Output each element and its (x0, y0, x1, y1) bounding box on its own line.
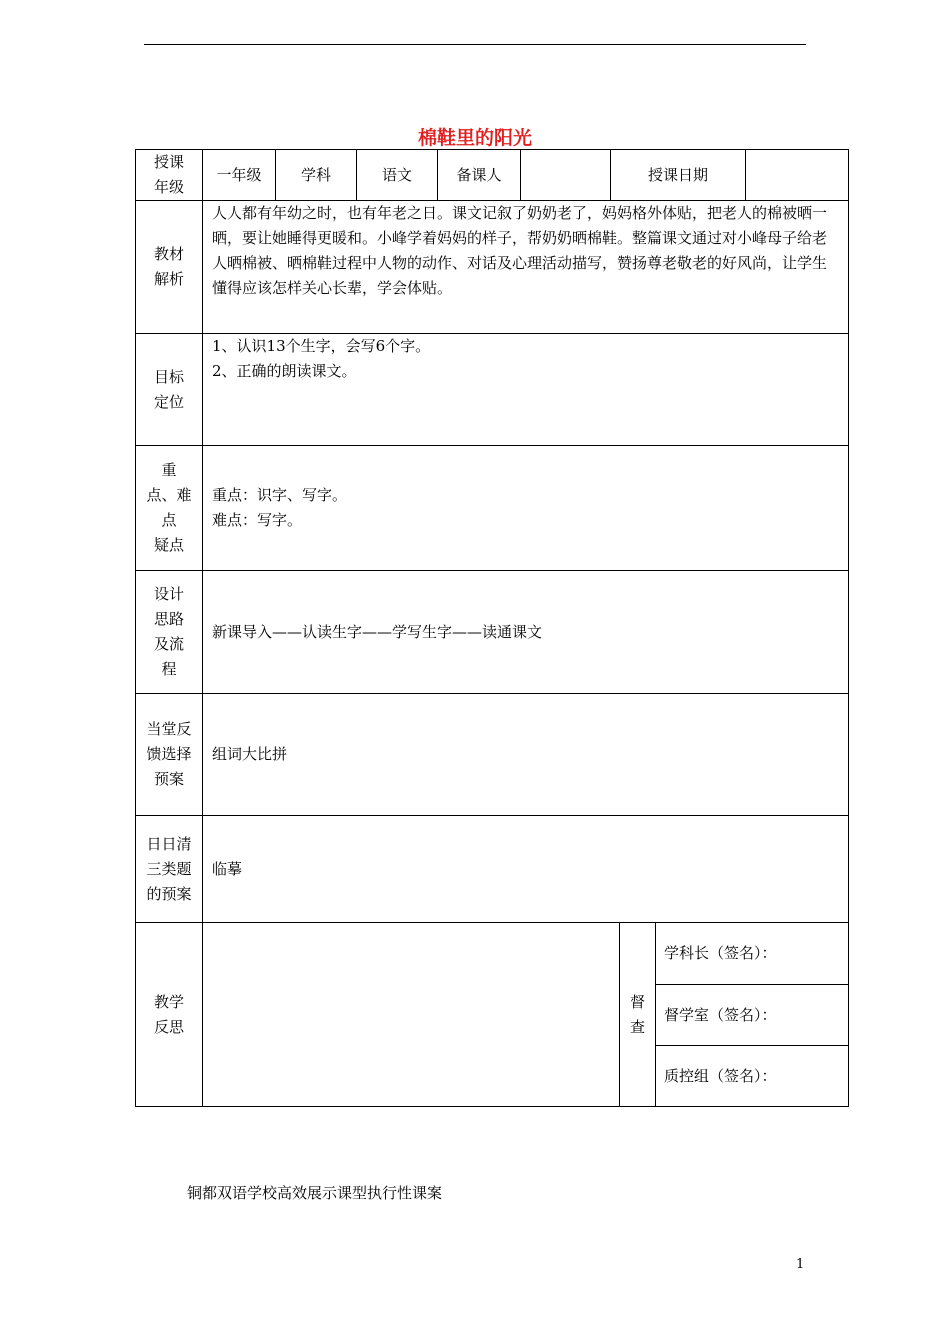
objectives-label: 目标 定位 (136, 334, 203, 446)
preparer-label: 备课人 (438, 150, 521, 201)
design-row (136, 571, 849, 694)
signature-quality-control: 质控组（签名）： (656, 1046, 849, 1107)
header-rule (144, 44, 806, 45)
signature-supervision-office: 督学室（签名）： (656, 985, 849, 1046)
header-row (136, 150, 849, 201)
feedback-row (136, 694, 849, 816)
daily-row (136, 816, 849, 923)
objectives-row (136, 334, 849, 446)
daily-label: 日日清 三类题 的预案 (136, 816, 203, 923)
supervise-label: 督 查 (620, 923, 656, 1107)
feedback-content: 组词大比拼 (203, 694, 849, 816)
subject-label: 学科 (276, 150, 357, 201)
page-number: 1 (796, 1257, 805, 1272)
footer-text: 铜都双语学校高效展示课型执行性课案 (187, 1184, 443, 1202)
date-value (746, 150, 849, 201)
objectives-content (203, 334, 849, 446)
key-points-content (203, 446, 849, 571)
subject-value: 语文 (357, 150, 438, 201)
reflection-content (203, 923, 620, 1107)
textbook-analysis-label: 教材 解析 (136, 201, 203, 334)
lesson-plan-table (135, 149, 849, 1107)
grade-label: 授课 年级 (136, 150, 203, 201)
key-points-label: 重 点、难 点 疑点 (136, 446, 203, 571)
document-title: 棉鞋里的阳光 (417, 127, 532, 149)
objective-item: 2、正确的朗读课文。 (212, 362, 357, 380)
textbook-analysis-content: 人人都有年幼之时，也有年老之日。课文记叙了奶奶老了，妈妈格外体贴，把老人的棉被晒一晒，要让她睡得更暖和。小峰学着妈妈的样子，帮奶奶晒棉鞋。整篇课文通过对小峰母子给老人晒棉被、晒棉鞋过程中人物的动作、对话及心理活动描写，赞扬尊老敬老的好风尚，让学生懂得应该怎样关心长辈，学会体贴。 (203, 201, 849, 334)
signature-subject-head: 学科长（签名）： (656, 923, 849, 985)
key-point-focus: 重点：识字、写字。 (212, 486, 348, 504)
preparer-value (521, 150, 611, 201)
key-point-difficulty: 难点：写字。 (212, 511, 303, 529)
objective-item: 1、认识13个生字，会写6个字。 (212, 337, 431, 355)
design-content: 新课导入——认读生字——学写生字——读通课文 (203, 571, 849, 694)
key-points-row (136, 446, 849, 571)
daily-content: 临摹 (203, 816, 849, 923)
textbook-analysis-row (136, 201, 849, 334)
reflection-row (136, 923, 849, 985)
reflection-label: 教学 反思 (136, 923, 203, 1107)
design-label: 设计 思路 及流 程 (136, 571, 203, 694)
feedback-label: 当堂反 馈选择 预案 (136, 694, 203, 816)
date-label: 授课日期 (611, 150, 746, 201)
grade-value: 一年级 (203, 150, 276, 201)
